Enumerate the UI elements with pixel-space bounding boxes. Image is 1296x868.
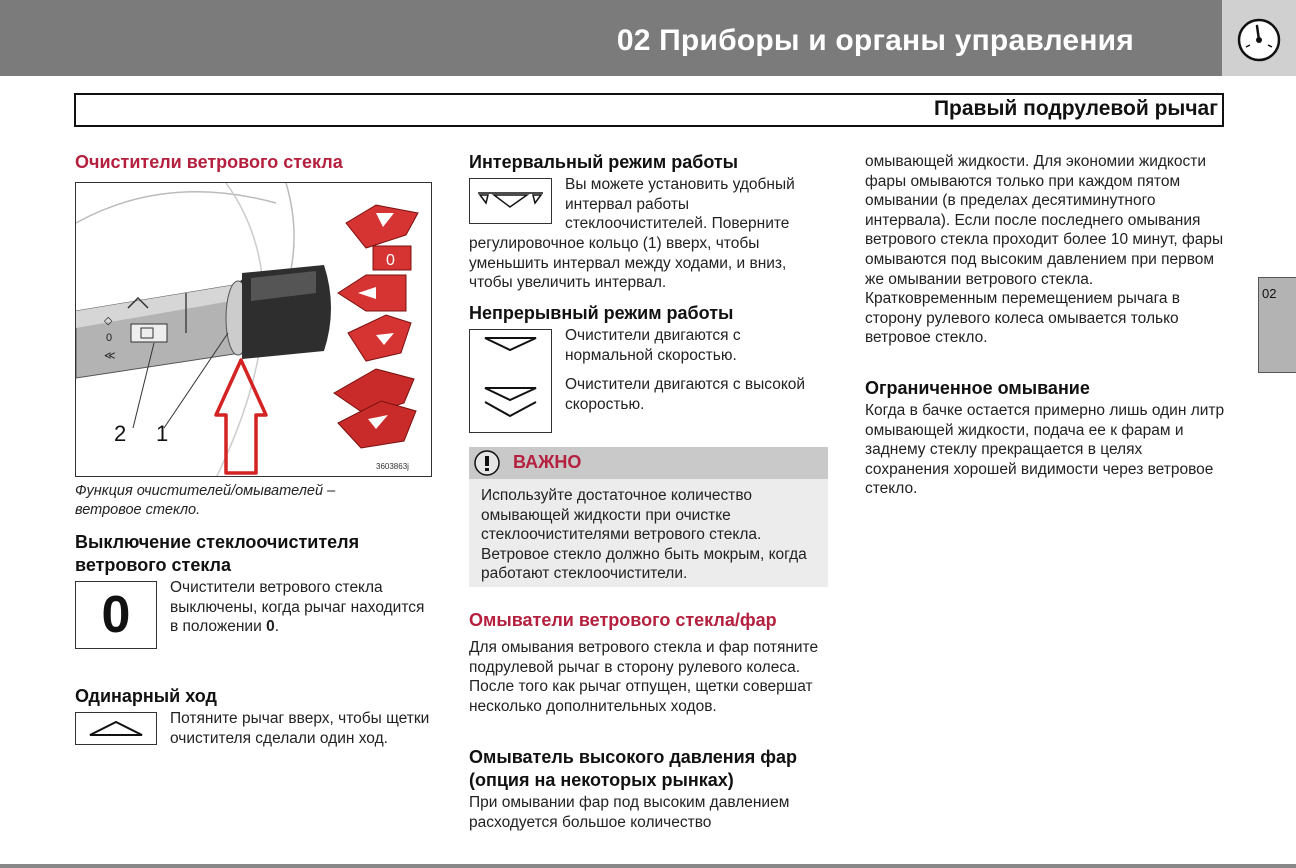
warning-header xyxy=(469,447,828,479)
chapter-title: 02 Приборы и органы управления xyxy=(616,24,1134,57)
header-icon-box xyxy=(1222,0,1296,76)
limited-washing-text: Когда в бачке остается примерно лишь один литр омывающей жидкости, подача ее к фарам и заднему стеклу прекращается в целях сохранения хорошей видимости через ветровое стекло. xyxy=(865,402,1225,498)
warning-text: Используйте достаточное количество омывающей жидкости при очистке стеклоочистителями ветрового стекла. Ветровое стекло должно быть мокрым, когда работают стеклоочистители. xyxy=(481,487,807,583)
continuous-icons xyxy=(470,330,551,432)
wipers-heading: Очистители ветрового стекла xyxy=(75,152,343,172)
wipers-off-heading: Выключение стеклоочистителя ветрового стекла xyxy=(75,532,360,575)
svg-text:≪: ≪ xyxy=(104,350,116,362)
figure-label-1: 1 xyxy=(156,421,169,446)
wiper-lever-illustration xyxy=(76,183,432,477)
wiper-lever-figure xyxy=(75,182,432,477)
interval-text-a: Вы можете установить удобный интервал работы стеклоочистителей. Поверните xyxy=(565,176,795,233)
single-stroke-text: Потяните рычаг вверх, чтобы щетки очистителя сделали один ход. xyxy=(170,710,430,747)
position-0-symbol xyxy=(75,581,157,649)
page-bottom-rule xyxy=(0,864,1296,868)
high-pressure-text-cont: омывающей жидкости. Для экономии жидкости фары омываются только при каждом пятом омывании (в пределах десятиминутного интервала). Если после последнего омывания ветрового стекла проходит более 10 минут, фары омываются под высоким давлением при первом же омывании ветрового стекла. Кратковременным перемещением рычага в сторону рулевого колеса омывается только ветровое стекло. xyxy=(865,153,1224,347)
svg-text:0: 0 xyxy=(106,332,113,344)
high-pressure-text: При омывании фар под высоким давлением расходуется большое количество xyxy=(469,794,790,831)
continuous-symbol xyxy=(469,329,552,433)
continuous-heading: Непрерывный режим работы xyxy=(469,303,734,323)
single-stroke-icon xyxy=(76,713,156,744)
continuous-fast-text: Очистители двигаются с высокой скоростью. xyxy=(565,376,806,413)
figure-caption: Функция очистителей/омывателей – ветровое стекло. xyxy=(75,483,336,518)
interval-icon xyxy=(470,179,551,223)
section-title-frame xyxy=(74,93,1224,127)
section-title: Правый подрулевой рычаг xyxy=(933,97,1218,120)
limited-washing-heading: Ограниченное омывание xyxy=(865,378,1090,398)
svg-text:◇: ◇ xyxy=(104,315,113,327)
interval-symbol xyxy=(469,178,552,224)
figure-code: 3603863j xyxy=(376,462,409,471)
wipers-off-text: Очистители ветрового стекла выключены, когда рычаг находится в положении 0. xyxy=(170,579,425,636)
warning-body xyxy=(469,479,828,587)
interval-text-b: регулировочное кольцо (1) вверх, чтобы уменьшить интервал между ходами, и вниз, чтобы увеличить интервал. xyxy=(469,235,787,292)
interval-heading: Интервальный режим работы xyxy=(469,152,739,172)
high-pressure-heading: Омыватель высокого давления фар (опция на некоторых рынках) xyxy=(469,747,797,790)
gauge-icon xyxy=(1236,17,1282,63)
chapter-side-tab-label: 02 xyxy=(1262,286,1277,301)
single-stroke-symbol xyxy=(75,712,157,745)
position-0-glyph: 0 xyxy=(101,586,131,644)
single-stroke-heading: Одинарный ход xyxy=(75,686,217,706)
continuous-normal-text: Очистители двигаются с нормальной скоростью. xyxy=(565,327,741,364)
washers-heading: Омыватели ветрового стекла/фар xyxy=(469,610,777,630)
warning-title: ВАЖНО xyxy=(513,452,582,472)
washers-text: Для омывания ветрового стекла и фар потяните подрулевой рычаг в сторону рулевого колеса. После того как рычаг отпущен, щетки совершат несколько дополнительных ходов. xyxy=(469,639,819,715)
figure-position-0: 0 xyxy=(386,252,395,269)
chapter-side-tab[interactable] xyxy=(1258,277,1296,373)
warning-icon xyxy=(474,450,500,476)
figure-label-2: 2 xyxy=(114,421,127,446)
header-bar xyxy=(0,0,1222,76)
